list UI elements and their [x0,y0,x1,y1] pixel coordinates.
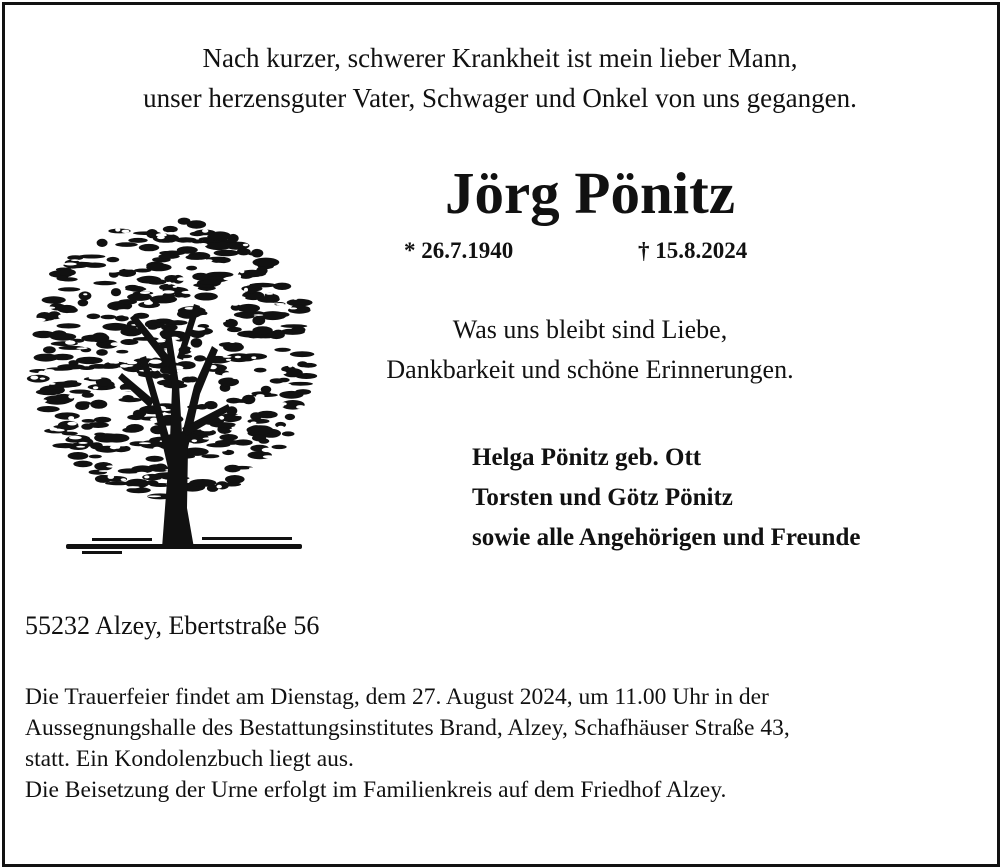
foliage-gap [120,364,129,368]
foliage-gap [167,282,171,285]
foliage-gap [277,426,285,430]
foliage-mark [191,338,203,348]
foliage-mark [34,354,58,362]
foliage-gap [145,286,153,289]
foliage-mark [194,355,206,361]
foliage-mark [256,411,277,419]
foliage-mark [251,393,278,397]
foliage-mark [272,445,287,449]
foliage-gap [111,342,120,346]
birth-date: * 26.7.1940 [404,238,514,263]
foliage-mark [168,320,188,325]
foliage-gap [77,380,89,383]
foliage-mark [59,269,76,276]
foliage-gap [178,297,185,300]
quote-line-2: Dankbarkeit und schöne Erinnerungen. [386,355,794,384]
foliage-mark [89,455,102,459]
foliage-gap [122,313,133,316]
foliage-gap [144,475,149,478]
foliage-mark [27,375,50,383]
foliage-mark [105,482,132,486]
foliage-mark [50,382,77,388]
foliage-gap [201,427,214,431]
foliage-gap [121,478,126,481]
foliage-mark [146,456,164,462]
foliage-mark [82,419,96,423]
foliage-gap [30,376,38,380]
foliage-gap [244,288,248,292]
foliage-mark [186,266,197,271]
foliage-gap [204,473,217,475]
family-line: Helga Pönitz geb. Ott [472,444,702,471]
foliage-gap [268,288,274,290]
foliage-mark [42,296,66,303]
foliage-mark [55,412,80,419]
foliage-gap [110,246,121,248]
foliage-mark [191,240,203,244]
foliage-mark [194,293,218,301]
foliage-mark [252,326,272,334]
foliage-gap [199,460,212,462]
foliage-mark [88,422,109,428]
foliage-mark [285,414,295,420]
foliage-mark [158,254,179,259]
foliage-gap [184,403,189,405]
foliage-gap [272,376,281,378]
foliage-gap [281,402,287,405]
foliage-mark [237,304,260,313]
foliage-mark [282,431,295,436]
foliage-mark [146,264,171,272]
foliage-mark [43,346,56,353]
info-line: Die Beisetzung der Urne erfolgt im Familienkreis auf dem Friedhof Alzey. [25,777,727,803]
foliage-gap [156,233,167,237]
foliage-gap [296,405,305,409]
foliage-gap [106,270,119,273]
foliage-gap [106,465,115,467]
foliage-gap [93,386,98,389]
foliage-gap [249,467,254,469]
foliage-mark [274,348,291,352]
foliage-gap [115,228,120,232]
foliage-mark [90,400,107,409]
foliage-mark [94,417,111,423]
foliage-gap [50,428,58,431]
foliage-gap [274,371,286,375]
foliage-gap [64,263,77,266]
foliage-gap [32,318,46,322]
foliage-mark [155,464,167,471]
foliage-gap [219,416,224,420]
foliage-gap [232,377,239,379]
foliage-gap [210,225,216,228]
foliage-gap [254,314,264,316]
foliage-mark [226,398,241,404]
foliage-gap [137,472,147,474]
foliage-gap [238,426,243,430]
foliage-gap [223,356,232,358]
foliage-gap [230,429,237,431]
foliage-gap [36,345,43,349]
foliage-mark [225,475,245,484]
foliage-gap [252,338,263,341]
foliage-gap [134,382,138,384]
foliage-mark [139,244,159,251]
foliage-mark [163,226,178,233]
foliage-gap [162,290,174,293]
foliage-gap [289,307,297,309]
foliage-gap [71,259,79,261]
foliage-mark [254,368,267,373]
foliage-gap [161,409,171,411]
intro-text [0,38,1000,118]
foliage-gap [120,356,131,359]
foliage-gap [49,420,61,422]
foliage-mark [69,390,91,394]
foliage-gap [108,359,116,363]
foliage-mark [164,275,179,283]
foliage-gap [162,245,169,249]
foliage-gap [122,230,130,233]
foliage-gap [76,347,87,349]
foliage-gap [117,309,130,312]
foliage-mark [126,424,144,432]
foliage-gap [251,422,257,425]
foliage-mark [107,257,120,262]
foliage-gap [68,416,74,420]
foliage-mark [76,357,103,364]
foliage-gap [85,247,90,250]
foliage-gap [34,399,47,402]
foliage-mark [222,482,241,486]
foliage-mark [209,231,231,241]
foliage-gap [262,448,273,452]
foliage-gap [202,229,208,232]
foliage-gap [226,359,231,361]
foliage-mark [259,311,286,320]
intro-line-2: unser herzensguter Vater, Schwager und Onkel von uns gegangen. [143,83,857,113]
foliage-gap [89,376,102,379]
foliage-gap [235,414,248,416]
foliage-mark [133,410,146,418]
foliage-gap [126,486,140,488]
foliage-gap [215,393,226,397]
foliage-mark [196,404,208,410]
foliage-gap [199,243,207,246]
address: 55232 Alzey, Ebertstraße 56 [25,611,320,640]
foliage-mark [267,294,279,303]
foliage-gap [237,301,244,304]
foliage-gap [152,368,158,371]
death-date: † 15.8.2024 [638,238,748,263]
foliage-mark [57,276,69,281]
foliage-mark [73,461,92,468]
foliage-mark [251,249,263,258]
family-signature [472,438,860,558]
foliage-gap [128,411,134,415]
foliage-mark [129,286,145,292]
foliage-gap [177,277,187,281]
info-line: Die Trauerfeier findet am Dienstag, dem 27. August 2024, um 11.00 Uhr in der [25,684,769,710]
tree-icon [22,208,322,558]
foliage-mark [119,398,142,403]
foliage-mark [157,379,184,386]
foliage-mark [242,395,255,404]
foliage-gap [175,338,181,340]
foliage-gap [148,495,162,497]
foliage-mark [237,248,251,255]
foliage-mark [87,314,101,320]
foliage-mark [57,323,81,328]
foliage-gap [243,244,249,247]
info-line: Aussegnungshalle des Bestattungsinstitutes Brand, Alzey, Schafhäuser Straße 43, [25,715,790,741]
foliage-gap [153,316,159,319]
foliage-mark [253,258,280,267]
foliage-mark [227,327,242,332]
foliage-gap [127,361,138,365]
foliage-mark [234,312,256,318]
foliage-gap [110,445,118,449]
foliage-gap [266,293,273,295]
foliage-mark [111,288,121,296]
foliage-mark [205,241,232,250]
foliage-mark [187,220,206,228]
foliage-gap [66,315,73,317]
foliage-gap [127,420,133,424]
foliage-gap [149,360,162,364]
foliage-gap [44,369,55,373]
foliage-gap [192,327,205,331]
foliage-mark [48,311,61,319]
foliage-mark [96,349,108,356]
foliage-gap [173,286,177,288]
foliage-gap [250,383,262,387]
foliage-gap [205,259,213,261]
foliage-gap [212,263,224,266]
foliage-gap [251,356,256,359]
foliage-mark [78,299,89,306]
foliage-mark [93,281,116,285]
foliage-gap [263,455,274,458]
foliage-gap [216,319,226,323]
foliage-gap [203,305,217,307]
foliage-gap [243,379,249,383]
foliage-gap [140,291,150,294]
foliage-gap [229,339,236,343]
foliage-gap [153,447,161,450]
foliage-gap [182,291,194,294]
foliage-gap [38,371,45,374]
foliage-mark [68,452,89,460]
foliage-gap [170,247,175,250]
foliage-gap [125,268,135,270]
foliage-mark [94,433,106,437]
foliage-gap [76,446,85,448]
foliage-gap [139,442,151,444]
foliage-gap [223,278,230,281]
foliage-gap [222,372,234,376]
foliage-gap [198,470,204,473]
foliage-gap [244,340,252,342]
intro-line-1: Nach kurzer, schwerer Krankheit ist mein lieber Mann, [202,43,798,73]
foliage-gap [99,470,111,472]
foliage-gap [175,370,189,373]
family-line: sowie alle Angehörigen und Freunde [472,524,861,551]
foliage-mark [58,287,80,291]
foliage-gap [203,437,213,439]
foliage-gap [256,394,265,398]
foliage-gap [247,369,252,371]
info-line: statt. Ein Kondolenzbuch liegt aus. [25,746,354,772]
foliage-mark [261,386,272,393]
foliage-gap [235,356,241,358]
foliage-mark [90,334,109,343]
foliage-gap [288,364,292,368]
foliage-gap [144,301,153,305]
foliage-mark [192,273,209,281]
foliage-mark [128,238,147,243]
foliage-gap [199,315,211,319]
foliage-gap [155,385,161,387]
foliage-mark [210,422,236,428]
foliage-gap [190,348,194,351]
foliage-gap [167,232,176,235]
foliage-gap [231,459,244,463]
foliage-gap [96,278,103,280]
foliage-mark [36,389,62,395]
foliage-mark [259,438,270,443]
foliage-gap [192,439,198,442]
foliage-mark [116,350,128,354]
foliage-gap [69,436,82,440]
foliage-mark [118,269,137,277]
deceased-name: Jörg Pönitz [444,160,736,226]
foliage-mark [273,283,291,290]
foliage-mark [127,293,152,301]
foliage-mark [37,406,60,412]
foliage-gap [183,391,190,393]
foliage-gap [237,292,242,296]
foliage-gap [293,296,298,300]
foliage-gap [69,373,78,376]
foliage-mark [79,291,92,300]
foliage-gap [92,371,101,375]
foliage-gap [65,340,75,344]
foliage-mark [223,343,244,352]
foliage-mark [186,255,205,260]
foliage-gap [131,422,145,424]
foliage-gap [282,383,292,387]
foliage-gap [245,283,250,286]
foliage-mark [139,277,155,282]
funeral-info [25,682,790,806]
foliage-mark [206,443,230,447]
foliage-gap [232,296,246,300]
foliage-gap [49,383,56,385]
foliage-gap [40,378,46,380]
foliage-gap [61,303,70,305]
foliage-mark [251,425,262,432]
foliage-gap [76,332,89,335]
foliage-gap [113,423,119,427]
foliage-gap [222,293,234,295]
foliage-gap [217,485,222,489]
foliage-gap [175,243,186,246]
foliage-gap [67,422,76,426]
foliage-mark [224,465,240,473]
foliage-mark [190,232,205,237]
foliage-gap [155,453,165,456]
foliage-gap [108,475,115,479]
foliage-gap [277,304,288,306]
foliage-gap [136,448,141,450]
foliage-gap [46,307,55,309]
foliage-mark [189,479,216,487]
foliage-gap [218,448,227,452]
quote [300,310,880,390]
foliage-mark [270,378,284,383]
foliage-mark [101,315,117,320]
foliage-mark [77,401,92,405]
foliage-gap [258,276,264,280]
foliage-mark [219,434,238,441]
foliage-gap [68,395,74,399]
foliage-gap [83,293,87,295]
foliage-mark [104,434,130,443]
foliage-mark [177,246,198,253]
foliage-gap [78,442,87,444]
foliage-gap [102,299,108,301]
quote-line-1: Was uns bleibt sind Liebe, [452,315,728,344]
foliage-gap [240,270,245,273]
foliage-mark [214,250,239,257]
foliage-gap [129,349,140,353]
foliage-gap [58,315,62,318]
foliage-gap [237,275,241,279]
foliage-mark [115,242,137,247]
family-line: Torsten und Götz Pönitz [472,484,733,511]
foliage-gap [107,460,119,464]
foliage-mark [148,325,158,330]
foliage-mark [97,239,108,247]
